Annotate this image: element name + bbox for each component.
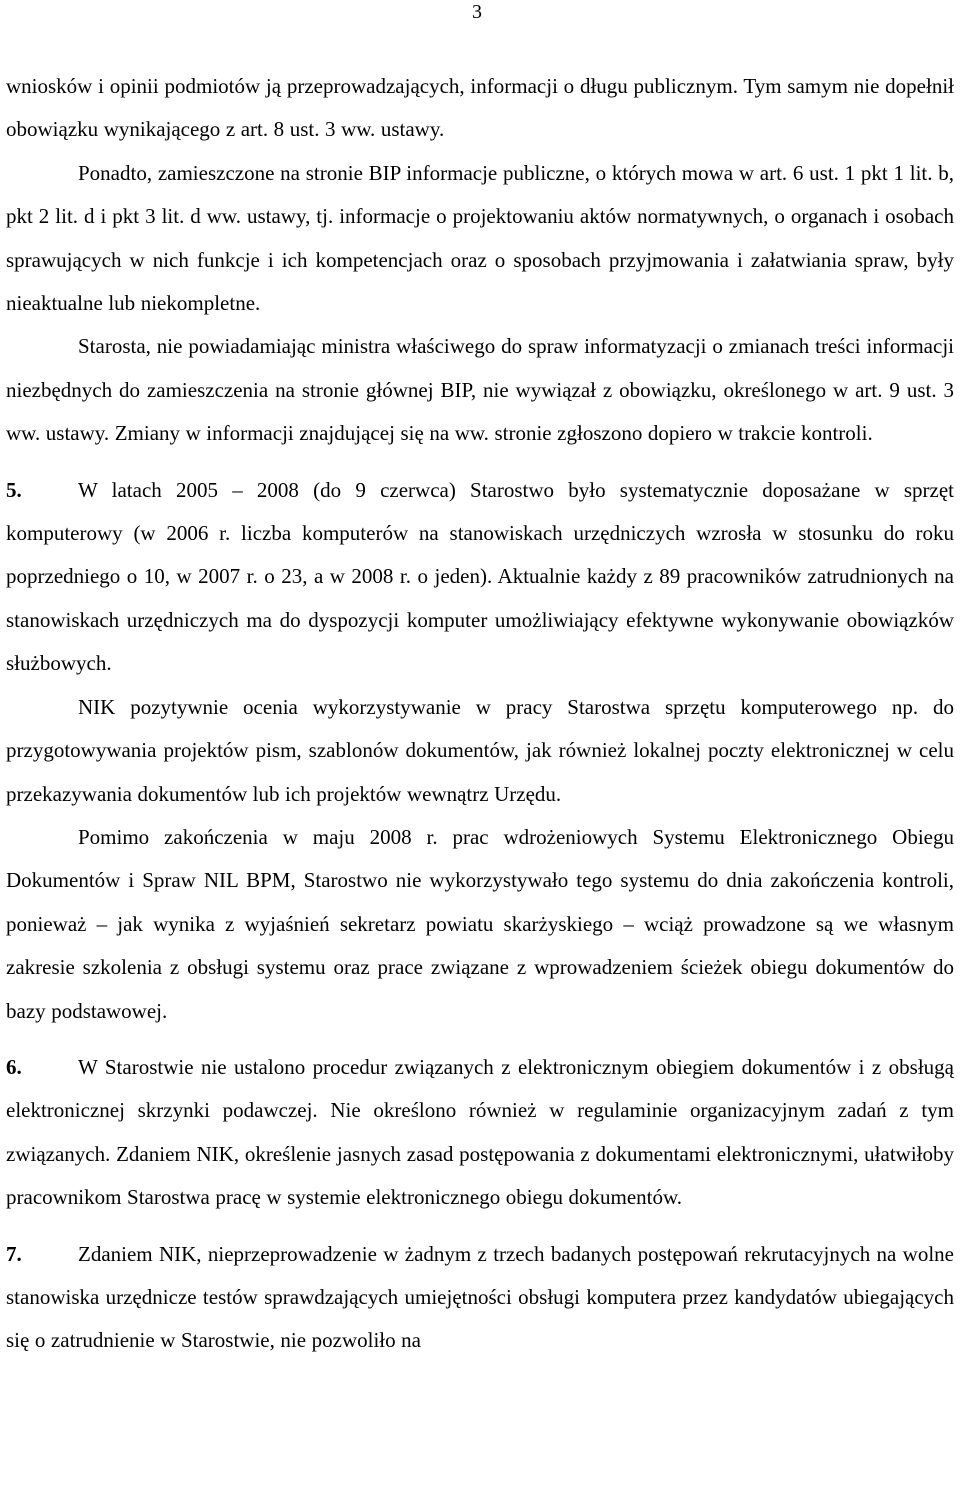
item-number: 7. <box>6 1241 22 1266</box>
page-number: 3 <box>472 1 482 23</box>
paragraph-text: W latach 2005 – 2008 (do 9 czerwca) Starostwo było systematycznie doposażane w sprzęt komputerowy (w 2006 r. liczba komputerów na stanowiskach urzędniczych wzrosła w stosunku do roku poprzedniego o 10, w 2007 r. o 23, a w 2008 r. o jeden). Aktualnie każdy z 89 pracowników zatrudnionych na stanowiskach urzędniczych ma do dyspozycji komputer umożliwiający efektywne wykonywanie obowiązków służbowych. <box>6 477 954 676</box>
paragraph-text: NIK pozytywnie ocenia wykorzystywanie w pracy Starostwa sprzętu komputerowego np. do przygotowywania projektów pism, szablonów dokumentów, jak również lokalnej poczty elektronicznej w celu przekazywania dokumentów lub ich projektów wewnątrz Urzędu. <box>6 694 954 806</box>
numbered-paragraph-5 <box>6 469 954 686</box>
paragraph <box>6 686 954 816</box>
paragraph <box>6 325 954 455</box>
item-number: 5. <box>6 477 22 502</box>
paragraph <box>6 65 954 152</box>
document-body <box>6 65 954 1363</box>
numbered-paragraph-7 <box>6 1233 954 1363</box>
paragraph <box>6 152 954 326</box>
paragraph-text: wniosków i opinii podmiotów ją przeprowadzających, informacji o długu publicznym. Tym samym nie dopełnił obowiązku wynikającego z art. 8 ust. 3 ww. ustawy. <box>6 74 954 142</box>
paragraph-text: Ponadto, zamieszczone na stronie BIP informacje publiczne, o których mowa w art. 6 ust. 1 pkt 1 lit. b, pkt 2 lit. d i pkt 3 lit. d ww. ustawy, tj. informacje o projektowaniu aktów normatywnych, o organach i osobach sprawujących w nich funkcje i ich kompetencjach oraz o sposobach przyjmowania i załatwiania spraw, były nieaktualne lub niekompletne. <box>6 160 954 316</box>
item-number: 6. <box>6 1054 22 1079</box>
paragraph-text: Starosta, nie powiadamiając ministra właściwego do spraw informatyzacji o zmianach treści informacji niezbędnych do zamieszczenia na stronie głównej BIP, nie wywiązał z obowiązku, określonego w art. 9 ust. 3 ww. ustawy. Zmiany w informacji znajdującej się na ww. stronie zgłoszono dopiero w trakcie kontroli. <box>6 334 954 446</box>
paragraph-text: Pomimo zakończenia w maju 2008 r. prac wdrożeniowych Systemu Elektronicznego Obiegu Dokumentów i Spraw NIL BPM, Starostwo nie wykorzystywało tego systemu do dnia zakończenia kontroli, ponieważ – jak wynika z wyjaśnień sekretarz powiatu skarżyskiego – wciąż prowadzone są we własnym zakresie szkolenia z obsługi systemu oraz prace związane z wprowadzeniem ścieżek obiegu dokumentów do bazy podstawowej. <box>6 824 954 1023</box>
paragraph-text: W Starostwie nie ustalono procedur związanych z elektronicznym obiegiem dokumentów i z obsługą elektronicznej skrzynki podawczej. Nie określono również w regulaminie organizacyjnym zadań z tym związanych. Zdaniem NIK, określenie jasnych zasad postępowania z dokumentami elektronicznymi, ułatwiłoby pracownikom Starostwa pracę w systemie elektronicznego obiegu dokumentów. <box>6 1054 954 1210</box>
paragraph <box>6 816 954 1033</box>
numbered-paragraph-6 <box>6 1046 954 1220</box>
paragraph-text: Zdaniem NIK, nieprzeprowadzenie w żadnym z trzech badanych postępowań rekrutacyjnych na wolne stanowiska urzędnicze testów sprawdzających umiejętności obsługi komputera przez kandydatów ubiegających się o zatrudnienie w Starostwie, nie pozwoliło na <box>6 1241 954 1353</box>
